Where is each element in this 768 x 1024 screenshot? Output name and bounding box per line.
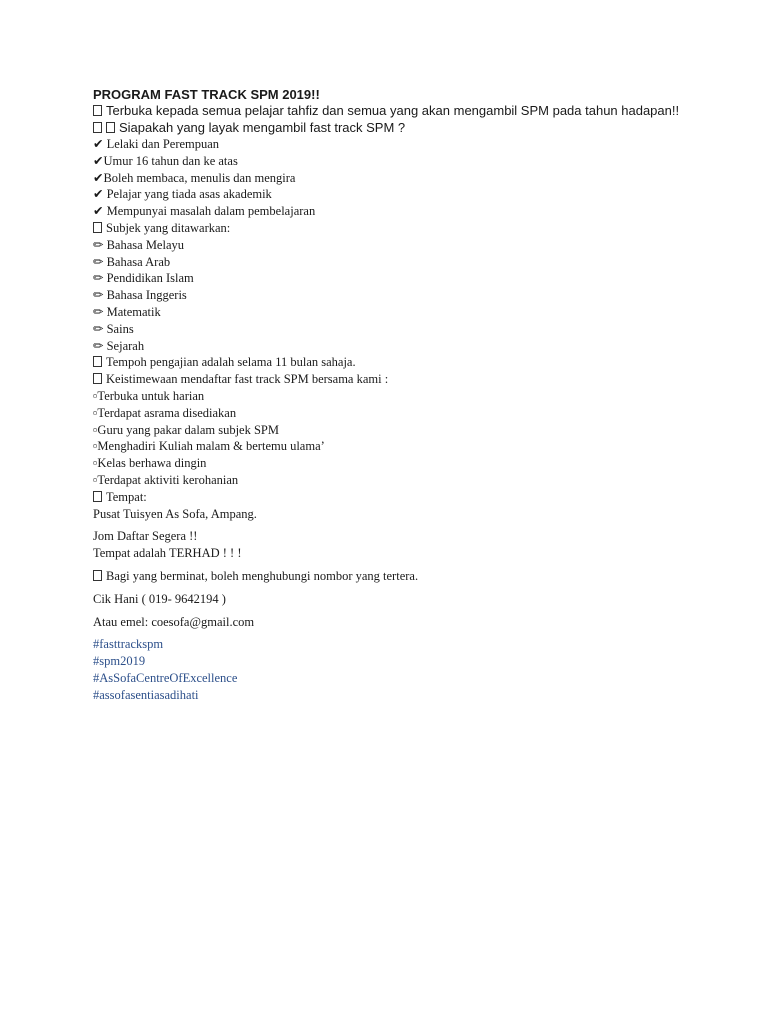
placeholder-glyph-icon: [93, 122, 102, 133]
benefit-item: ▫Kelas berhawa dingin: [93, 456, 207, 471]
location-text: Pusat Tuisyen As Sofa, Ampang.: [93, 506, 257, 521]
contact-intro-text: Bagi yang berminat, boleh menghubungi nombor yang tertera.: [106, 568, 419, 583]
benefit-item: ▫Terdapat asrama disediakan: [93, 405, 237, 420]
eligibility-item: ✔ Pelajar yang tiada asas akademik: [93, 187, 272, 202]
eligibility-item: ✔Umur 16 tahun dan ke atas: [93, 153, 238, 168]
subject-item: ✏ Bahasa Arab: [93, 254, 171, 269]
location-heading-text: Tempat:: [106, 489, 147, 504]
benefits-heading-text: Keistimewaan mendaftar fast track SPM bersama kami :: [106, 372, 389, 387]
eligibility-item: ✔Boleh membaca, menulis dan mengira: [93, 170, 296, 185]
hashtag-link[interactable]: #assofasentiasadihati: [93, 687, 199, 702]
intro-open-text: Terbuka kepada semua pelajar tahfiz dan semua yang akan mengambil SPM pada tahun hadapan!!: [106, 103, 680, 118]
placeholder-glyph-icon: [93, 105, 102, 116]
subject-item: ✏ Matematik: [93, 304, 161, 319]
hashtag-list: [93, 636, 693, 703]
subjects-heading-text: Subjek yang ditawarkan:: [106, 220, 231, 235]
subject-item: ✏ Sains: [93, 321, 134, 336]
benefit-item: ▫Terdapat aktiviti kerohanian: [93, 472, 239, 487]
placeholder-glyph-icon: [93, 222, 102, 233]
subjects-list: [93, 237, 693, 355]
subject-item: ✏ Pendidikan Islam: [93, 271, 194, 286]
benefit-item: ▫Menghadiri Kuliah malam & bertemu ulama’: [93, 439, 325, 454]
hashtag-link[interactable]: #AsSofaCentreOfExcellence: [93, 670, 238, 685]
intro-question-text: Siapakah yang layak mengambil fast track SPM ?: [119, 119, 406, 135]
benefits-list: [93, 388, 693, 489]
placeholder-glyph-icon: [106, 122, 115, 133]
document-page: [93, 86, 693, 704]
duration-line: [93, 354, 693, 371]
subject-item: ✏ Sejarah: [93, 338, 145, 353]
placeholder-glyph-icon: [93, 491, 102, 502]
duration-text: Tempoh pengajian adalah selama 11 bulan sahaja.: [106, 355, 356, 370]
document-title: PROGRAM FAST TRACK SPM 2019!!: [93, 87, 320, 102]
call-to-action: [93, 528, 693, 562]
benefit-item: ▫Guru yang pakar dalam subjek SPM: [93, 422, 279, 437]
contact-email: Atau emel: coesofa@gmail.com: [93, 614, 255, 629]
contact-phone: Cik Hani ( 019- 9642194 ): [93, 591, 226, 606]
cta-line-2: Tempat adalah TERHAD ! ! !: [93, 546, 242, 561]
eligibility-item: ✔ Lelaki dan Perempuan: [93, 137, 220, 151]
placeholder-glyph-icon: [93, 356, 102, 367]
benefit-item: ▫Terbuka untuk harian: [93, 388, 205, 403]
benefits-heading: [93, 371, 693, 388]
subject-item: ✏ Bahasa Inggeris: [93, 288, 187, 303]
contact-intro: [93, 568, 693, 585]
intro-question-line: [93, 120, 693, 137]
cta-line-1: Jom Daftar Segera !!: [93, 529, 198, 544]
eligibility-list: [93, 136, 693, 220]
hashtag-link[interactable]: #fasttrackspm: [93, 637, 164, 652]
placeholder-glyph-icon: [93, 373, 102, 384]
subjects-heading: [93, 220, 693, 237]
location-heading: [93, 489, 693, 506]
subject-item: ✏ Bahasa Melayu: [93, 237, 185, 252]
placeholder-glyph-icon: [93, 570, 102, 581]
hashtag-link[interactable]: #spm2019: [93, 654, 146, 669]
intro-open-line: [93, 103, 693, 120]
eligibility-item: ✔ Mempunyai masalah dalam pembelajaran: [93, 204, 316, 219]
